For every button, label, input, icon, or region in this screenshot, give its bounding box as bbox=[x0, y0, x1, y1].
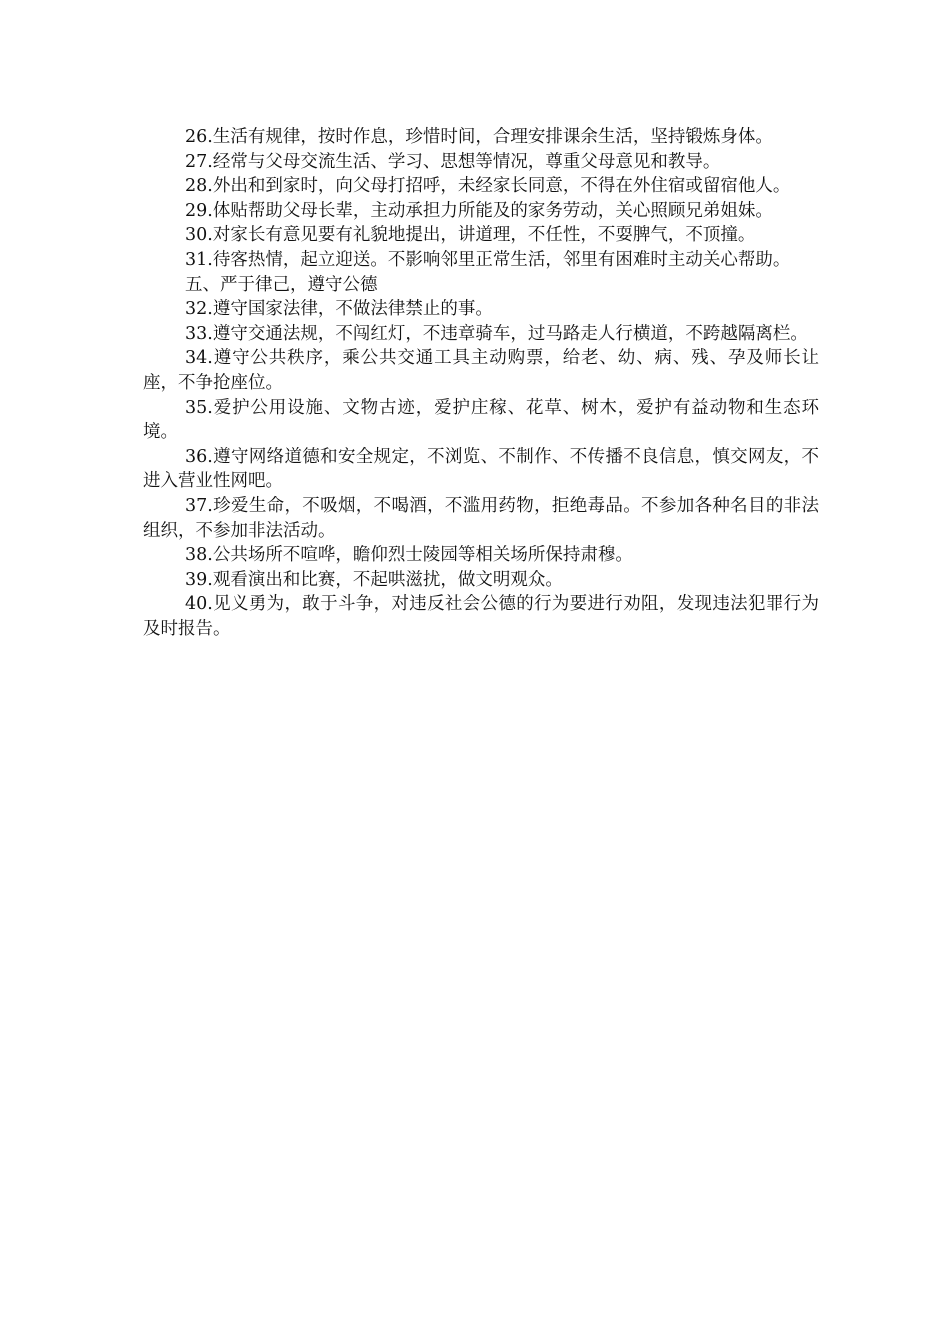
rule-29: 29.体贴帮助父母长辈，主动承担力所能及的家务劳动，关心照顾兄弟姐妹。 bbox=[185, 200, 773, 221]
rule-30: 30.对家长有意见要有礼貌地提出，讲道理，不任性，不耍脾气，不顶撞。 bbox=[185, 225, 756, 246]
section-heading-5: 五、严于律己，遵守公德 bbox=[185, 274, 378, 295]
rule-35: 35.爱护公用设施、文物古迹，爱护庄稼、花草、树木，爱护有益动物和生态环境。 bbox=[143, 397, 819, 443]
rule-34: 34.遵守公共秩序，乘公共交通工具主动购票，给老、幼、病、残、孕及师长让座，不争抢座位。 bbox=[143, 348, 819, 393]
rule-32: 32.遵守国家法律，不做法律禁止的事。 bbox=[185, 299, 493, 320]
rule-27: 27.经常与父母交流生活、学习、思想等情况，尊重父母意见和教导。 bbox=[185, 151, 721, 172]
rule-33: 33.遵守交通法规，不闯红灯，不违章骑车，过马路走人行横道，不跨越隔离栏。 bbox=[185, 323, 808, 344]
rule-36: 36.遵守网络道德和安全规定，不浏览、不制作、不传播不良信息，慎交网友，不进入营业性网吧。 bbox=[143, 446, 819, 492]
rule-40: 40.见义勇为，敢于斗争，对违反社会公德的行为要进行劝阻，发现违法犯罪行为及时报告。 bbox=[143, 594, 819, 639]
rule-26: 26.生活有规律，按时作息，珍惜时间，合理安排课余生活，坚持锻炼身体。 bbox=[185, 127, 773, 147]
rule-39: 39.观看演出和比赛，不起哄滋扰，做文明观众。 bbox=[185, 569, 563, 590]
rule-37: 37.珍爱生命，不吸烟，不喝酒，不滥用药物，拒绝毒品。不参加各种名目的非法组织，不参加非法活动。 bbox=[143, 495, 819, 541]
rule-38: 38.公共场所不喧哗，瞻仰烈士陵园等相关场所保持肃穆。 bbox=[185, 545, 633, 566]
rule-28: 28.外出和到家时，向父母打招呼，未经家长同意，不得在外住宿或留宿他人。 bbox=[185, 176, 791, 197]
document-body bbox=[143, 125, 819, 641]
rule-31: 31.待客热情，起立迎送。不影响邻里正常生活，邻里有困难时主动关心帮助。 bbox=[185, 249, 791, 270]
